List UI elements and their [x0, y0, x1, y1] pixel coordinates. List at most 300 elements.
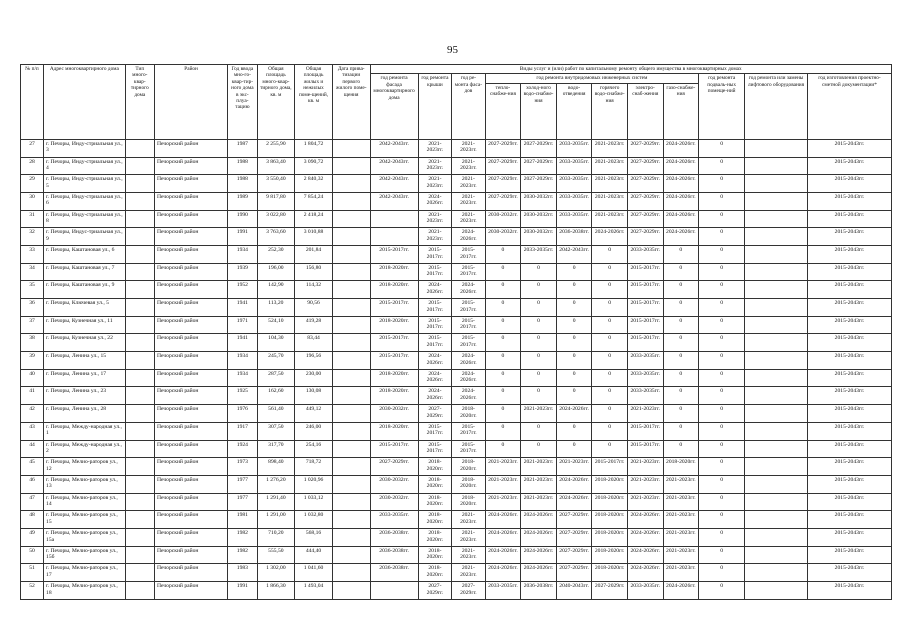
cell-basement: 2018-2020гг. — [452, 458, 485, 476]
cell-drainage: 0 — [556, 299, 592, 317]
cell-heat: 0 — [485, 405, 521, 423]
cell-design-docs: 2015-2043гг. — [807, 175, 891, 193]
table-row — [21, 157, 892, 175]
cell-basements: 0 — [699, 440, 745, 458]
table-row — [21, 528, 892, 546]
table-row — [21, 546, 892, 564]
cell-area-premises: 114,32 — [295, 281, 333, 299]
cell-basement: 2021-2023гг. — [452, 564, 485, 582]
cell-elevator — [745, 352, 808, 370]
cell-elevator — [745, 245, 808, 263]
cell-facade: 2018-2020гг. — [370, 281, 418, 299]
cell-heat: 2027-2029гг. — [485, 175, 521, 193]
cell-district: Печорский район — [154, 528, 227, 546]
table-row — [21, 139, 892, 157]
cell-drainage: 0 — [556, 281, 592, 299]
cell-design-docs: 2015-2043гг. — [807, 316, 891, 334]
cell-basements: 0 — [699, 263, 745, 281]
capital-repair-table-wrap — [20, 64, 892, 600]
cell-hot-water: 2018-2020гг. — [592, 493, 628, 511]
table-row — [21, 245, 892, 263]
cell-basements: 0 — [699, 281, 745, 299]
cell-elevator — [745, 139, 808, 157]
header-house-type: Тип много-квар-тирного дома — [125, 65, 154, 140]
cell-basements: 0 — [699, 352, 745, 370]
cell-district: Печорский район — [154, 245, 227, 263]
cell-house-type — [125, 175, 154, 193]
cell-basement: 2021-2023гг. — [452, 192, 485, 210]
cell-total-area: 9 817,80 — [257, 192, 295, 210]
cell-drainage: 2024-2026гг. — [556, 493, 592, 511]
cell-basements: 0 — [699, 582, 745, 600]
cell-design-docs: 2015-2043гг. — [807, 564, 891, 582]
cell-cold-water: 2021-2023гг. — [521, 458, 557, 476]
cell-gas: 0 — [663, 245, 699, 263]
cell-year: 1991 — [228, 228, 257, 246]
cell-total-area: 162,60 — [257, 387, 295, 405]
cell-address: г. Печоры, Мелио-раторов ул., 15а — [44, 528, 126, 546]
cell-total-area: 3 763,60 — [257, 228, 295, 246]
cell-num: 36 — [21, 299, 44, 317]
cell-elevator — [745, 192, 808, 210]
cell-total-area: 3 022,80 — [257, 210, 295, 228]
cell-design-docs: 2015-2043гг. — [807, 281, 891, 299]
header-district: Район — [154, 65, 227, 140]
cell-roof: 2021-2023гг. — [418, 139, 451, 157]
cell-heat: 2024-2026гг. — [485, 528, 521, 546]
cell-gas: 0 — [663, 281, 699, 299]
cell-house-type — [125, 228, 154, 246]
cell-heat: 0 — [485, 334, 521, 352]
cell-area-premises: 246,00 — [295, 422, 333, 440]
table-row — [21, 352, 892, 370]
cell-hot-water: 2021-2023гг. — [592, 139, 628, 157]
cell-district: Печорский район — [154, 422, 227, 440]
table-row — [21, 511, 892, 529]
cell-basement: 2021-2023гг. — [452, 157, 485, 175]
cell-num: 37 — [21, 316, 44, 334]
cell-basement: 2018-2020гг. — [452, 475, 485, 493]
cell-area-premises: 156,80 — [295, 263, 333, 281]
table-row — [21, 493, 892, 511]
cell-roof: 2018-2020гг. — [418, 475, 451, 493]
cell-num: 38 — [21, 334, 44, 352]
cell-cold-water: 2021-2023гг. — [521, 405, 557, 423]
cell-gas: 2021-2023гг. — [663, 493, 699, 511]
cell-total-area: 3 550,40 — [257, 175, 295, 193]
cell-num: 48 — [21, 511, 44, 529]
header-engineering-group: год ремонта внутридомовых инженерных систем — [485, 74, 698, 83]
cell-num: 32 — [21, 228, 44, 246]
cell-year: 1991 — [228, 582, 257, 600]
cell-district: Печорский район — [154, 263, 227, 281]
cell-area-premises: 1 033,12 — [295, 493, 333, 511]
cell-roof: 2015-2017гг. — [418, 422, 451, 440]
cell-heat: 2021-2023гг. — [485, 475, 521, 493]
cell-basement: 2015-2017гг. — [452, 334, 485, 352]
table-row — [21, 369, 892, 387]
cell-year: 1952 — [228, 281, 257, 299]
cell-basement: 2015-2017гг. — [452, 299, 485, 317]
header-drainage: водо-отведения — [556, 83, 592, 139]
cell-num: 34 — [21, 263, 44, 281]
cell-basement: 2021-2023гг. — [452, 528, 485, 546]
cell-num: 33 — [21, 245, 44, 263]
table-row — [21, 316, 892, 334]
cell-elevator — [745, 228, 808, 246]
cell-house-type — [125, 405, 154, 423]
cell-privatization — [332, 334, 370, 352]
cell-privatization — [332, 546, 370, 564]
cell-cold-water: 0 — [521, 316, 557, 334]
cell-gas: 2024-2026гг. — [663, 157, 699, 175]
cell-area-premises: 444,40 — [295, 546, 333, 564]
cell-cold-water: 0 — [521, 387, 557, 405]
cell-design-docs: 2015-2043гг. — [807, 245, 891, 263]
cell-basement: 2024-2026гг. — [452, 228, 485, 246]
cell-drainage: 0 — [556, 334, 592, 352]
cell-gas: 0 — [663, 299, 699, 317]
cell-privatization — [332, 582, 370, 600]
cell-total-area: 710,20 — [257, 528, 295, 546]
cell-num: 28 — [21, 157, 44, 175]
cell-electric: 2021-2023гг. — [627, 493, 663, 511]
cell-year: 1977 — [228, 493, 257, 511]
cell-num: 45 — [21, 458, 44, 476]
cell-roof: 2021-2023гг. — [418, 228, 451, 246]
cell-facade: 2015-2017гг. — [370, 299, 418, 317]
cell-privatization — [332, 440, 370, 458]
cell-cold-water: 2030-2032гг. — [521, 228, 557, 246]
cell-basement: 2024-2026гг. — [452, 352, 485, 370]
cell-house-type — [125, 511, 154, 529]
cell-num: 27 — [21, 139, 44, 157]
cell-basements: 0 — [699, 210, 745, 228]
cell-heat: 0 — [485, 422, 521, 440]
cell-facade: 2030-2032гг. — [370, 405, 418, 423]
cell-district: Печорский район — [154, 228, 227, 246]
cell-drainage: 0 — [556, 352, 592, 370]
cell-heat: 0 — [485, 263, 521, 281]
cell-drainage: 2027-2029гг. — [556, 564, 592, 582]
cell-electric: 2027-2029гг. — [627, 157, 663, 175]
cell-house-type — [125, 263, 154, 281]
cell-year: 1977 — [228, 475, 257, 493]
cell-year: 1924 — [228, 440, 257, 458]
cell-basement: 2015-2017гг. — [452, 263, 485, 281]
cell-privatization — [332, 210, 370, 228]
cell-basements: 0 — [699, 334, 745, 352]
cell-hot-water: 0 — [592, 369, 628, 387]
cell-house-type — [125, 210, 154, 228]
cell-electric: 2015-2017гг. — [627, 281, 663, 299]
cell-hot-water: 0 — [592, 440, 628, 458]
cell-district: Печорский район — [154, 369, 227, 387]
cell-privatization — [332, 263, 370, 281]
cell-house-type — [125, 528, 154, 546]
cell-address: г. Печоры, Каштановая ул., 7 — [44, 263, 126, 281]
cell-house-type — [125, 440, 154, 458]
cell-design-docs: 2015-2043гг. — [807, 352, 891, 370]
cell-basements: 0 — [699, 493, 745, 511]
cell-design-docs: 2015-2043гг. — [807, 528, 891, 546]
header-gas: газо-снабже-ния — [663, 83, 699, 139]
cell-basements: 0 — [699, 528, 745, 546]
cell-drainage: 0 — [556, 387, 592, 405]
cell-heat: 2027-2029гг. — [485, 192, 521, 210]
cell-total-area: 245,70 — [257, 352, 295, 370]
cell-design-docs: 2015-2043гг. — [807, 405, 891, 423]
cell-drainage: 0 — [556, 369, 592, 387]
cell-roof: 2021-2023гг. — [418, 210, 451, 228]
cell-electric: 2015-2017гг. — [627, 316, 663, 334]
cell-drainage: 2027-2029гг. — [556, 546, 592, 564]
cell-area-premises: 718,72 — [295, 458, 333, 476]
cell-electric: 2021-2023гг. — [627, 458, 663, 476]
cell-gas: 0 — [663, 369, 699, 387]
cell-heat: 0 — [485, 316, 521, 334]
cell-basement: 2018-2020гг. — [452, 405, 485, 423]
cell-district: Печорский район — [154, 139, 227, 157]
cell-elevator — [745, 440, 808, 458]
cell-heat: 2027-2029гг. — [485, 157, 521, 175]
cell-gas: 0 — [663, 352, 699, 370]
cell-design-docs: 2015-2043гг. — [807, 299, 891, 317]
cell-house-type — [125, 546, 154, 564]
cell-house-type — [125, 139, 154, 157]
cell-num: 30 — [21, 192, 44, 210]
cell-house-type — [125, 352, 154, 370]
cell-area-premises: 2 418,24 — [295, 210, 333, 228]
cell-cold-water: 2024-2026гг. — [521, 511, 557, 529]
cell-num: 42 — [21, 405, 44, 423]
cell-year: 1983 — [228, 564, 257, 582]
cell-cold-water: 2027-2029гг. — [521, 139, 557, 157]
cell-gas: 2024-2026гг. — [663, 210, 699, 228]
cell-gas: 2024-2026гг. — [663, 192, 699, 210]
cell-cold-water: 2030-2032гг. — [521, 210, 557, 228]
cell-electric: 2033-2035гг. — [627, 582, 663, 600]
table-row — [21, 334, 892, 352]
cell-basements: 0 — [699, 192, 745, 210]
cell-cold-water: 2024-2026гг. — [521, 564, 557, 582]
cell-drainage: 2033-2035гг. — [556, 192, 592, 210]
table-row — [21, 263, 892, 281]
header-year: Год ввода мно-го-квар-тир-ного дома в экс-плуа-тацию — [228, 65, 257, 140]
cell-house-type — [125, 493, 154, 511]
cell-gas: 2021-2023гг. — [663, 528, 699, 546]
cell-basement: 2024-2026гг. — [452, 387, 485, 405]
cell-facade: 2015-2017гг. — [370, 245, 418, 263]
cell-district: Печорский район — [154, 475, 227, 493]
cell-district: Печорский район — [154, 564, 227, 582]
cell-address: г. Печоры, Ключевая ул., 5 — [44, 299, 126, 317]
cell-house-type — [125, 475, 154, 493]
cell-facade: 2018-2020гг. — [370, 387, 418, 405]
cell-basement: 2015-2017гг. — [452, 440, 485, 458]
cell-num: 51 — [21, 564, 44, 582]
cell-privatization — [332, 564, 370, 582]
cell-facade: 2033-2035гг. — [370, 511, 418, 529]
cell-electric: 2024-2026гг. — [627, 546, 663, 564]
cell-privatization — [332, 475, 370, 493]
cell-privatization — [332, 405, 370, 423]
cell-roof: 2018-2020гг. — [418, 528, 451, 546]
cell-gas: 2021-2023гг. — [663, 511, 699, 529]
cell-privatization — [332, 458, 370, 476]
cell-house-type — [125, 458, 154, 476]
cell-house-type — [125, 299, 154, 317]
cell-address: г. Печоры, Ленина ул., 23 — [44, 387, 126, 405]
cell-privatization — [332, 316, 370, 334]
cell-address: г. Печоры, Мелио-раторов ул., 12 — [44, 458, 126, 476]
cell-year: 1971 — [228, 316, 257, 334]
cell-area-premises: 3 090,72 — [295, 157, 333, 175]
cell-heat: 0 — [485, 281, 521, 299]
cell-cold-water: 2027-2029гг. — [521, 157, 557, 175]
cell-area-premises: 3 010,88 — [295, 228, 333, 246]
cell-heat: 2027-2029гг. — [485, 139, 521, 157]
cell-drainage: 2021-2023гг. — [556, 458, 592, 476]
cell-roof: 2021-2023гг. — [418, 157, 451, 175]
cell-hot-water: 2027-2029гг. — [592, 582, 628, 600]
cell-privatization — [332, 422, 370, 440]
cell-house-type — [125, 564, 154, 582]
cell-basements: 0 — [699, 422, 745, 440]
cell-elevator — [745, 493, 808, 511]
cell-address: г. Печоры, Мелио-раторов ул., 18 — [44, 582, 126, 600]
cell-address: г. Печоры, Мелио-раторов ул., 17 — [44, 564, 126, 582]
cell-address: г. Печоры, Мелио-раторов ул., 14 — [44, 493, 126, 511]
cell-design-docs: 2015-2043гг. — [807, 511, 891, 529]
cell-drainage: 2033-2035гг. — [556, 157, 592, 175]
cell-hot-water: 0 — [592, 387, 628, 405]
cell-roof: 2024-2026гг. — [418, 369, 451, 387]
cell-basement: 2024-2026гг. — [452, 369, 485, 387]
cell-basements: 0 — [699, 157, 745, 175]
cell-hot-water: 2021-2023гг. — [592, 210, 628, 228]
table-row — [21, 299, 892, 317]
cell-district: Печорский район — [154, 493, 227, 511]
table-row — [21, 210, 892, 228]
cell-elevator — [745, 405, 808, 423]
cell-cold-water: 0 — [521, 299, 557, 317]
cell-address: г. Печоры, Инду-стриальная ул., 8 — [44, 210, 126, 228]
page-number: 95 — [447, 44, 458, 56]
header-basement: год ре-монта фаса-дов — [452, 74, 485, 139]
cell-hot-water: 0 — [592, 352, 628, 370]
cell-hot-water: 2018-2020гг. — [592, 564, 628, 582]
cell-year: 1981 — [228, 511, 257, 529]
cell-electric: 2033-2035гг. — [627, 245, 663, 263]
cell-basements: 0 — [699, 139, 745, 157]
cell-gas: 0 — [663, 334, 699, 352]
cell-basements: 0 — [699, 245, 745, 263]
cell-cold-water: 0 — [521, 422, 557, 440]
cell-basement: 2021-2023гг. — [452, 210, 485, 228]
cell-hot-water: 0 — [592, 245, 628, 263]
cell-total-area: 1 291,00 — [257, 511, 295, 529]
header-electric: электро-снаб-жения — [627, 83, 663, 139]
cell-year: 1989 — [228, 192, 257, 210]
cell-electric: 2027-2029гг. — [627, 210, 663, 228]
cell-area-premises: 1 032,80 — [295, 511, 333, 529]
cell-total-area: 196,00 — [257, 263, 295, 281]
cell-basement: 2027-2029гг. — [452, 582, 485, 600]
cell-elevator — [745, 387, 808, 405]
table-row — [21, 422, 892, 440]
cell-hot-water: 0 — [592, 405, 628, 423]
header-facade: год ремонта фасада многоквартирного дома — [370, 74, 418, 139]
cell-house-type — [125, 281, 154, 299]
cell-area-premises: 83,44 — [295, 334, 333, 352]
cell-year: 1973 — [228, 458, 257, 476]
cell-electric: 2033-2035гг. — [627, 387, 663, 405]
cell-design-docs: 2015-2043гг. — [807, 157, 891, 175]
cell-area-premises: 254,16 — [295, 440, 333, 458]
cell-house-type — [125, 422, 154, 440]
cell-gas: 2018-2020гг. — [663, 458, 699, 476]
cell-elevator — [745, 369, 808, 387]
cell-heat: 2024-2026гг. — [485, 546, 521, 564]
cell-design-docs: 2015-2043гг. — [807, 192, 891, 210]
cell-address: г. Печоры, Каштановая ул., 9 — [44, 281, 126, 299]
cell-electric: 2015-2017гг. — [627, 299, 663, 317]
cell-elevator — [745, 475, 808, 493]
cell-design-docs: 2015-2043гг. — [807, 493, 891, 511]
cell-hot-water: 2024-2026гг. — [592, 228, 628, 246]
cell-gas: 2024-2026гг. — [663, 139, 699, 157]
cell-heat: 2021-2023гг. — [485, 458, 521, 476]
cell-facade: 2018-2020гг. — [370, 263, 418, 281]
cell-address: г. Печоры, Ленина ул., 28 — [44, 405, 126, 423]
cell-roof: 2015-2017гг. — [418, 316, 451, 334]
cell-privatization — [332, 281, 370, 299]
cell-drainage: 2033-2035гг. — [556, 210, 592, 228]
cell-hot-water: 2021-2023гг. — [592, 157, 628, 175]
cell-facade: 2036-2038гг. — [370, 564, 418, 582]
table-row — [21, 281, 892, 299]
cell-district: Печорский район — [154, 511, 227, 529]
cell-num: 47 — [21, 493, 44, 511]
cell-cold-water: 0 — [521, 334, 557, 352]
cell-basement: 2015-2017гг. — [452, 316, 485, 334]
cell-design-docs: 2015-2043гг. — [807, 582, 891, 600]
cell-drainage: 0 — [556, 263, 592, 281]
cell-roof: 2018-2020гг. — [418, 546, 451, 564]
cell-area-premises: 7 854,24 — [295, 192, 333, 210]
cell-facade: 2042-2043гг. — [370, 157, 418, 175]
cell-cold-water: 2036-2038гг. — [521, 582, 557, 600]
cell-basements: 0 — [699, 458, 745, 476]
cell-district: Печорский район — [154, 192, 227, 210]
cell-address: г. Печоры, Ленина ул., 15 — [44, 352, 126, 370]
cell-year: 1934 — [228, 352, 257, 370]
cell-cold-water: 0 — [521, 369, 557, 387]
cell-year: 1982 — [228, 546, 257, 564]
cell-year: 1988 — [228, 157, 257, 175]
cell-basements: 0 — [699, 564, 745, 582]
cell-house-type — [125, 369, 154, 387]
cell-district: Печорский район — [154, 157, 227, 175]
cell-elevator — [745, 564, 808, 582]
cell-num: 49 — [21, 528, 44, 546]
cell-district: Печорский район — [154, 405, 227, 423]
cell-gas: 0 — [663, 387, 699, 405]
cell-num: 41 — [21, 387, 44, 405]
cell-heat: 2024-2026гг. — [485, 511, 521, 529]
cell-roof: 2018-2020гг. — [418, 511, 451, 529]
